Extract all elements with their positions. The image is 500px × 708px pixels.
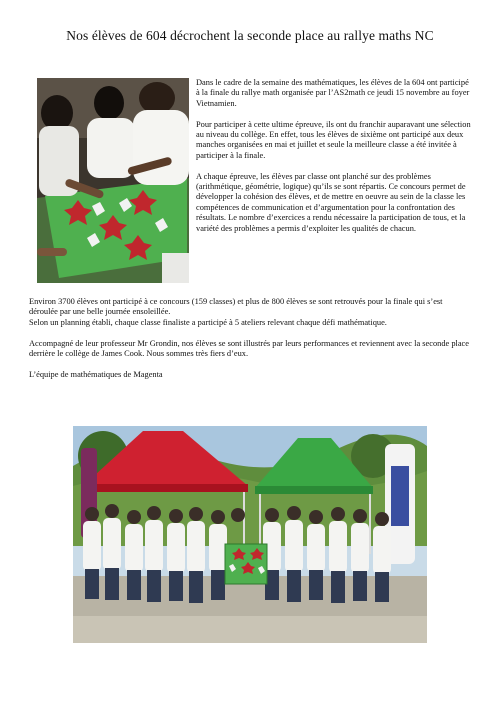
paragraph-participation: Environ 3700 élèves ont participé à ce concours (159 classes) et plus de 800 élèves se sont retrouvés pour la finale qui s’est déroulée par une belle journée ensoleillée. xyxy=(29,297,443,317)
group-photo-image xyxy=(73,426,427,643)
intro-text-column xyxy=(196,78,472,244)
paragraph-planning: Selon un planning établi, chaque classe finaliste a participé à 5 ateliers relevant chaque défi mathématique. xyxy=(29,317,387,327)
paragraph-result: Accompagné de leur professeur Mr Grondin, nos élèves se sont illustrés par leurs performances et reviennent avec la seconde place derrière le collège de James Cook. Nous sommes très fiers d’eux. xyxy=(29,338,469,359)
students-puzzle-image xyxy=(37,78,189,283)
body-text xyxy=(29,297,469,391)
group-photo xyxy=(73,426,427,643)
article-title: Nos élèves de 604 décrochent la seconde place au rallye maths NC xyxy=(66,28,434,43)
paragraph-epreuve: A chaque épreuve, les élèves par classe ont planché sur des problèmes (arithmétique, géométrie, logique) qu’ils se sont répartis. Ce concours permet de développer la cohésion des élèves, et de mettre en oeuvre au sein de la classe les compétences de communication et d’argumentation pour la confrontation des résultats. Le nombre d’exercices a rendu nécessaire la participation de tous, et la variété des problèmes a permis d’exploiter les qualités de chacun. xyxy=(196,171,466,233)
paragraph-signature: L’équipe de mathématiques de Magenta xyxy=(29,369,163,379)
paragraph-selection: Pour participer à cette ultime épreuve, ils ont du franchir auparavant une sélection au niveau du collège. En effet, tous les élèves de sixième ont participé aux deux manches organisées en mai et juillet et seule la meilleure classe a été invitée à participer à la finale. xyxy=(196,119,471,160)
students-puzzle-photo xyxy=(37,78,189,283)
paragraph-intro: Dans le cadre de la semaine des mathématiques, les élèves de la 604 ont participé à la finale du rallye math organisée par l’AS2math ce jeudi 15 novembre au foyer Vietnamien. xyxy=(196,78,470,108)
